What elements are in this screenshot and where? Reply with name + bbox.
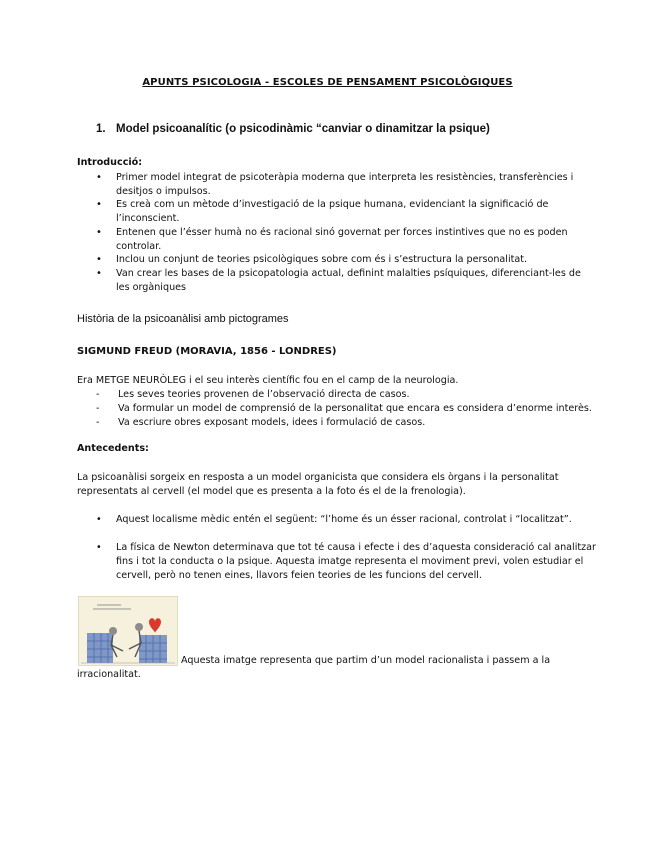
antecedents-bullet-2: • La física de Newton determinava que tot té causa i efecte i des d’aquesta consideració cal analitzar fins i tot la conducta o la psique. Aquesta imatge representa el moviment previ, volen estudiar el cervell, però no tenen eines, llavors feien teories de les funcions del cervell. [96,541,596,582]
list-item: - Les seves teories provenen de l’observació directa de casos. [96,388,596,402]
list-item: • Entenen que l’ésser humà no és racional sinó governat per forces instintives que no es poden controlar. [96,226,596,253]
antecedents-label: Antecedents: [77,443,149,454]
cartoon-image [78,596,178,666]
list-item: • Van crear les bases de la psicopatologia actual, definint malalties psíquiques, diferenciant-les de les orgàniques [96,267,596,294]
freud-heading: SIGMUND FREUD (MORAVIA, 1856 - LONDRES) [77,346,337,357]
intro-label: Introducció: [77,157,143,168]
list-item: - Va escriure obres exposant models, idees i formulació de casos. [96,416,596,430]
cartoon-illustration [79,597,177,665]
freud-intro: Era METGE NEURÒLEG i el seu interès científic fou en el camp de la neurologia. [77,375,459,386]
document-title: APUNTS PSICOLOGIA - ESCOLES DE PENSAMENT PSICOLÒGIQUES [142,77,513,88]
list-item: - Va formular un model de comprensió de la personalitat que encara es considera d’enorme interès. [96,402,596,416]
history-heading: Història de la psicoanàlisi amb pictogrames [77,313,289,325]
list-item: • Es creà com un mètode d’investigació de la psique humana, evidenciant la significació de l’inconscient. [96,198,596,225]
freud-dash-list [96,388,596,429]
list-item: • Inclou un conjunt de teories psicològiques sobre com és i s’estructura la personalitat. [96,253,596,267]
section-heading-text: Model psicoanalític (o psicodinàmic “canviar o dinamitzar la psique) [116,123,490,135]
antecedents-paragraph: La psicoanàlisi sorgeix en resposta a un model organicista que considera els òrgans i la personalitat representats al cervell (el model que es presenta a la foto és el de la frenologia). [77,472,559,497]
intro-bullet-list [96,171,596,294]
antecedents-bullet-1: • Aquest localisme mèdic entén el següent: “l’home és un ésser racional, controlat i “localitzat”. [96,513,596,527]
list-item: • Primer model integrat de psicoteràpia moderna que interpreta les resistències, transferències i desitjos o impulsos. [96,171,596,198]
section-number: 1. [96,123,106,135]
section-heading [96,123,490,135]
image-caption-continued: irracionalitat. [77,669,141,680]
image-caption: Aquesta imatge representa que partim d’un model racionalista i passem a la [181,655,551,666]
